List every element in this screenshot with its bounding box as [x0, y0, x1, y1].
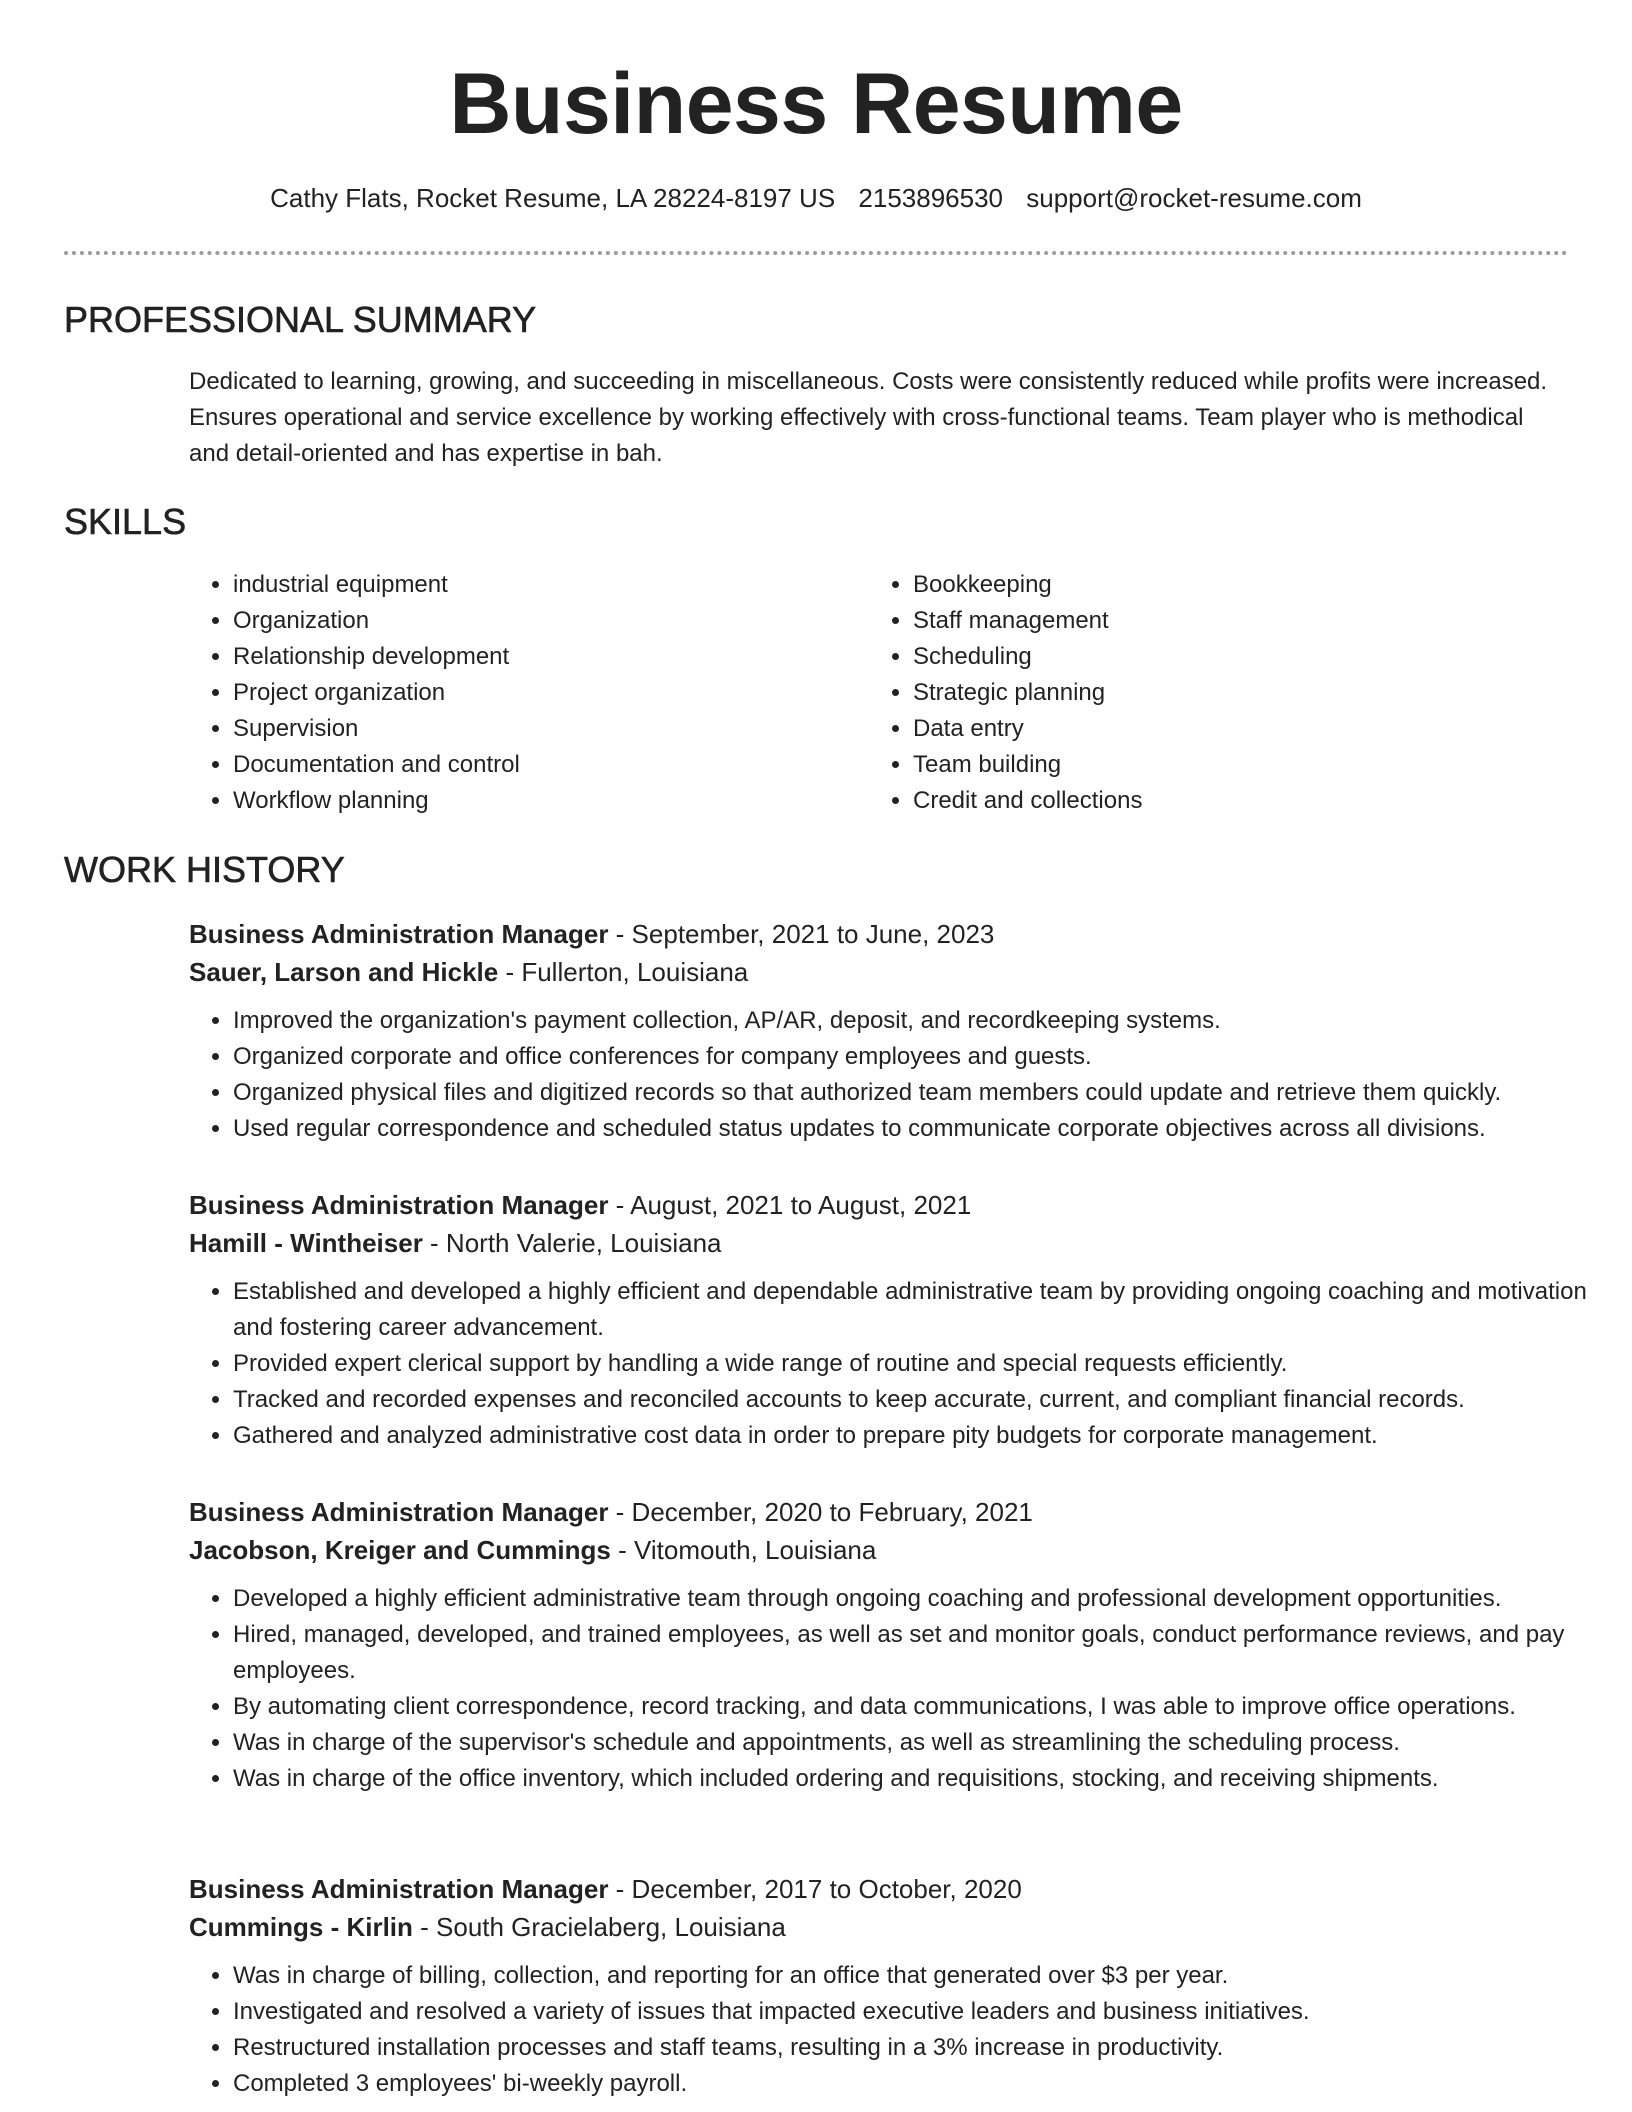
skill-item: • Documentation and control: [233, 747, 829, 783]
job-bullets: [189, 1581, 1589, 1797]
job-bullet: • Was in charge of billing, collection, and reporting for an office that generated over $3 per year.: [233, 1958, 1589, 1994]
skills-heading: SKILLS: [64, 501, 187, 542]
job-bullet: • Organized corporate and office conferences for company employees and guests.: [233, 1039, 1589, 1075]
job-company-line: [189, 1531, 1589, 1569]
job-location: - North Valerie, Louisiana: [422, 1228, 722, 1258]
job-entry: [189, 1493, 1589, 1797]
job-title-line: [189, 1493, 1589, 1531]
skill-item: • Supervision: [233, 711, 829, 747]
skill-item: • Organization: [233, 603, 829, 639]
job-location: - Vitomouth, Louisiana: [610, 1535, 877, 1565]
job-entry: [189, 1870, 1589, 2102]
job-company-line: [189, 1224, 1589, 1262]
job-bullet: • Improved the organization's payment collection, AP/AR, deposit, and recordkeeping systems.: [233, 1003, 1589, 1039]
job-dates: - September, 2021 to June, 2023: [608, 919, 995, 949]
page-title: Business Resume: [449, 56, 1183, 152]
header-divider: [64, 251, 1568, 255]
job-bullet: • Investigated and resolved a variety of issues that impacted executive leaders and business initiatives.: [233, 1994, 1589, 2030]
job-company: Sauer, Larson and Hickle: [189, 957, 499, 987]
job-company-line: [189, 953, 1589, 991]
job-bullet: • Was in charge of the office inventory, which included ordering and requisitions, stocking, and receiving shipments.: [233, 1761, 1589, 1797]
skills-column-right: [869, 567, 1509, 819]
job-bullets: [189, 1003, 1589, 1147]
skills-column-left: [189, 567, 829, 819]
skill-item: • Workflow planning: [233, 783, 829, 819]
skill-item: • Scheduling: [913, 639, 1509, 675]
contact-line: [0, 180, 1632, 216]
job-location: - South Gracielaberg, Louisiana: [412, 1912, 786, 1942]
job-title-line: [189, 915, 1589, 953]
summary-heading: PROFESSIONAL SUMMARY: [64, 299, 537, 340]
job-company: Jacobson, Kreiger and Cummings: [189, 1535, 611, 1565]
contact-phone: 2153896530: [858, 183, 1004, 213]
skill-item: • Staff management: [913, 603, 1509, 639]
job-bullet: • Developed a highly efficient administrative team through ongoing coaching and professional development opportunities.: [233, 1581, 1589, 1617]
job-bullet: • Gathered and analyzed administrative cost data in order to prepare pity budgets for corporate management.: [233, 1418, 1589, 1454]
job-bullet: • Hired, managed, developed, and trained employees, as well as set and monitor goals, conduct performance reviews, and pay employees.: [233, 1617, 1589, 1689]
job-bullets: [189, 1958, 1589, 2102]
work-history-heading: WORK HISTORY: [64, 849, 345, 890]
job-bullet: • Used regular correspondence and scheduled status updates to communicate corporate objectives across all divisions.: [233, 1111, 1589, 1147]
job-title: Business Administration Manager: [189, 1190, 609, 1220]
job-company: Cummings - Kirlin: [189, 1912, 413, 1942]
skill-item: • Credit and collections: [913, 783, 1509, 819]
contact-address: Cathy Flats, Rocket Resume, LA 28224-8197 US: [270, 183, 836, 213]
job-bullet: • Tracked and recorded expenses and reconciled accounts to keep accurate, current, and compliant financial records.: [233, 1382, 1589, 1418]
job-title-line: [189, 1186, 1589, 1224]
job-entry: [189, 1186, 1589, 1454]
skill-item: • Bookkeeping: [913, 567, 1509, 603]
skill-item: • Relationship development: [233, 639, 829, 675]
job-bullet: • By automating client correspondence, record tracking, and data communications, I was able to improve office operations.: [233, 1689, 1589, 1725]
summary-text: Dedicated to learning, growing, and succeeding in miscellaneous. Costs were consistently reduced while profits were increased. Ensures operational and service excellence by working effectively with cross-functional teams. Team player who is methodical and detail-oriented and has expertise in bah.: [189, 368, 1548, 467]
skill-item: • Strategic planning: [913, 675, 1509, 711]
job-title-line: [189, 1870, 1589, 1908]
job-bullet: • Organized physical files and digitized records so that authorized team members could update and retrieve them quickly.: [233, 1075, 1589, 1111]
job-title: Business Administration Manager: [189, 1874, 609, 1904]
job-entry: [189, 915, 1589, 1147]
job-company: Hamill - Wintheiser: [189, 1228, 423, 1258]
job-bullets: [189, 1274, 1589, 1454]
job-bullet: • Was in charge of the supervisor's schedule and appointments, as well as streamlining the scheduling process.: [233, 1725, 1589, 1761]
contact-email: support@rocket-resume.com: [1026, 183, 1362, 213]
job-dates: - August, 2021 to August, 2021: [608, 1190, 972, 1220]
job-bullet: • Restructured installation processes and staff teams, resulting in a 3% increase in productivity.: [233, 2030, 1589, 2066]
job-bullet: • Provided expert clerical support by handling a wide range of routine and special requests efficiently.: [233, 1346, 1589, 1382]
job-dates: - December, 2017 to October, 2020: [608, 1874, 1022, 1904]
skill-item: • Data entry: [913, 711, 1509, 747]
job-location: - Fullerton, Louisiana: [498, 957, 749, 987]
job-bullet: • Established and developed a highly efficient and dependable administrative team by providing ongoing coaching and motivation and fostering career advancement.: [233, 1274, 1589, 1346]
job-title: Business Administration Manager: [189, 1497, 609, 1527]
skill-item: • industrial equipment: [233, 567, 829, 603]
skill-item: • Team building: [913, 747, 1509, 783]
skill-item: • Project organization: [233, 675, 829, 711]
job-dates: - December, 2020 to February, 2021: [608, 1497, 1033, 1527]
job-title: Business Administration Manager: [189, 919, 609, 949]
job-company-line: [189, 1908, 1589, 1946]
job-bullet: • Completed 3 employees' bi-weekly payroll.: [233, 2066, 1589, 2102]
